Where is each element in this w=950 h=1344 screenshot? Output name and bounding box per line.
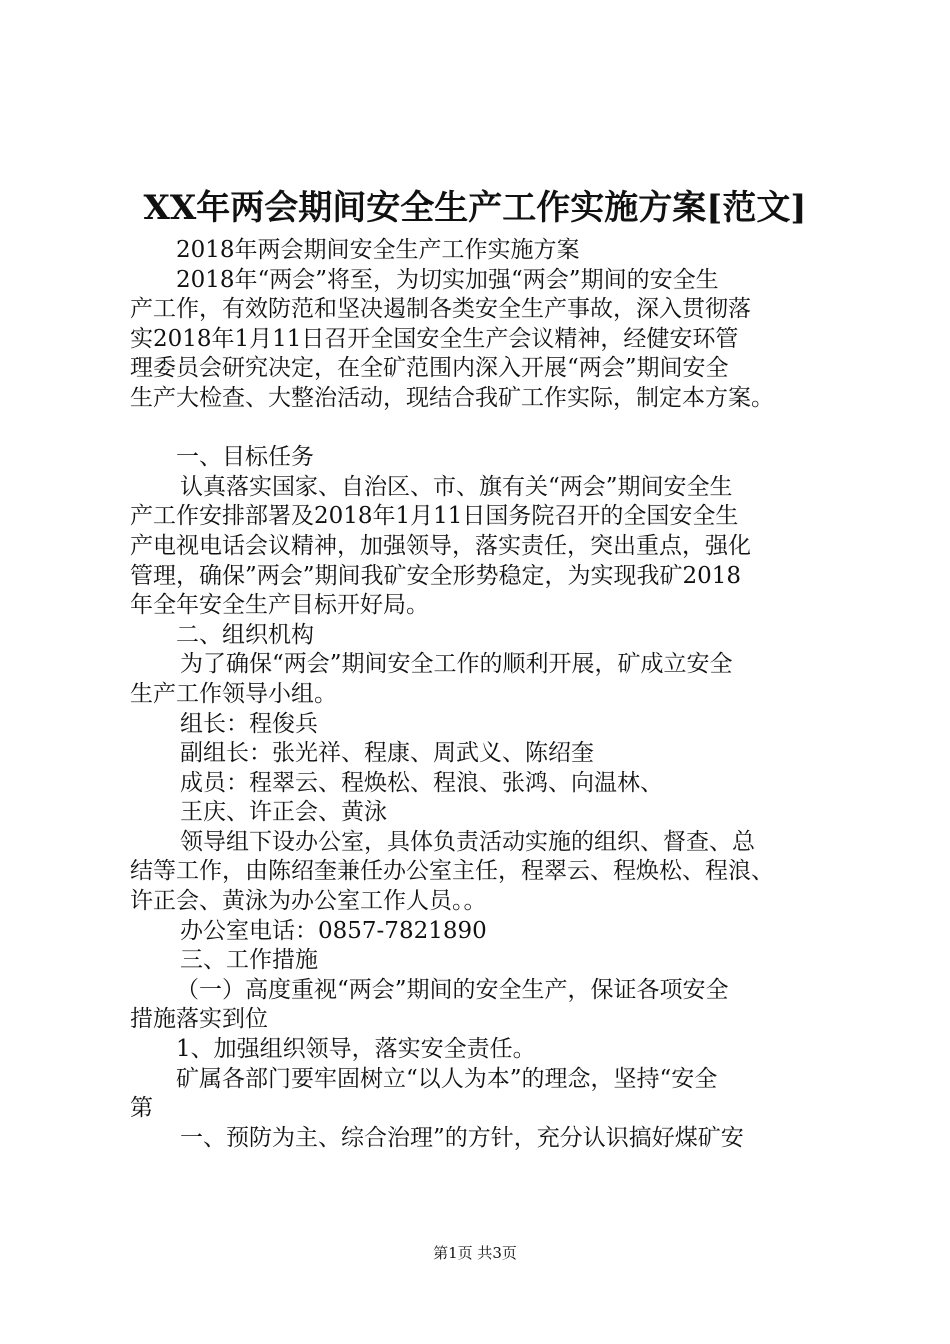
body-line: 成员：程翠云、程焕松、程浪、张鸿、向温林、 [180,769,663,796]
body-line: 认真落实国家、自治区、市、旗有关“两会”期间安全生 [180,473,733,500]
body-line: 许正会、黄泳为办公室工作人员。。 [130,888,487,915]
body-line: 1、加强组织领导，落实安全责任。 [176,1036,536,1063]
body-line: 产电视电话会议精神，加强领导，落实责任，突出重点，强化 [130,532,751,559]
body-line: 产工作安排部署及2018年1月11日国务院召开的全国安全生 [130,503,739,530]
body-line: 一、预防为主、综合治理”的方针，充分认识搞好煤矿安 [180,1124,744,1151]
body-line: 措施落实到位 [130,1006,268,1033]
body-line: 结等工作，由陈绍奎兼任办公室主任，程翠云、程焕松、程浪、 [130,858,774,885]
body-line: 组长：程俊兵 [180,710,318,737]
body-line: 副组长：张光祥、程康、周武义、陈绍奎 [180,740,594,767]
body-line: 实2018年1月11日召开全国安全生产会议精神，经健安环管 [130,325,739,352]
document-body [130,236,834,1153]
subsection-heading: （一）高度重视“两会”期间的安全生产，保证各项安全 [176,976,729,1003]
body-line: 生产工作领导小组。 [130,680,337,707]
body-line: 办公室电话：0857-7821890 [180,917,487,944]
body-line: 2018年两会期间安全生产工作实施方案 [176,237,580,263]
body-line: 为了确保“两会”期间安全工作的顺利开展，矿成立安全 [180,651,733,678]
page-footer: 第1页 共3页 [433,1244,517,1262]
body-line: 理委员会研究决定，在全矿范围内深入开展“两会”期间安全 [130,355,729,382]
body-line: 年全年安全生产目标开好局。 [130,592,429,619]
body-line: 第 [130,1095,153,1122]
body-line: 生产大检查、大整治活动，现结合我矿工作实际，制定本方案。 [130,384,774,411]
body-line: 领导组下设办公室，具体负责活动实施的组织、督查、总 [180,828,755,855]
body-line: 矿属各部门要牢固树立“以人为本”的理念，坚持“安全 [176,1065,718,1092]
document-title: XX年两会期间安全生产工作实施方案[范文] [143,188,807,228]
body-line: 产工作，有效防范和坚决遏制各类安全生产事故，深入贯彻落 [130,296,751,323]
section-heading: 三、工作措施 [180,947,318,974]
body-line: 管理，确保”两会”期间我矿安全形势稳定，为实现我矿2018 [130,562,742,589]
body-line: 王庆、许正会、黄泳 [180,799,387,826]
section-heading: 二、组织机构 [176,621,314,648]
section-heading: 一、目标任务 [176,444,314,471]
paragraph-gap [130,414,834,444]
body-line: 2018年“两会”将至，为切实加强“两会”期间的安全生 [176,266,719,293]
